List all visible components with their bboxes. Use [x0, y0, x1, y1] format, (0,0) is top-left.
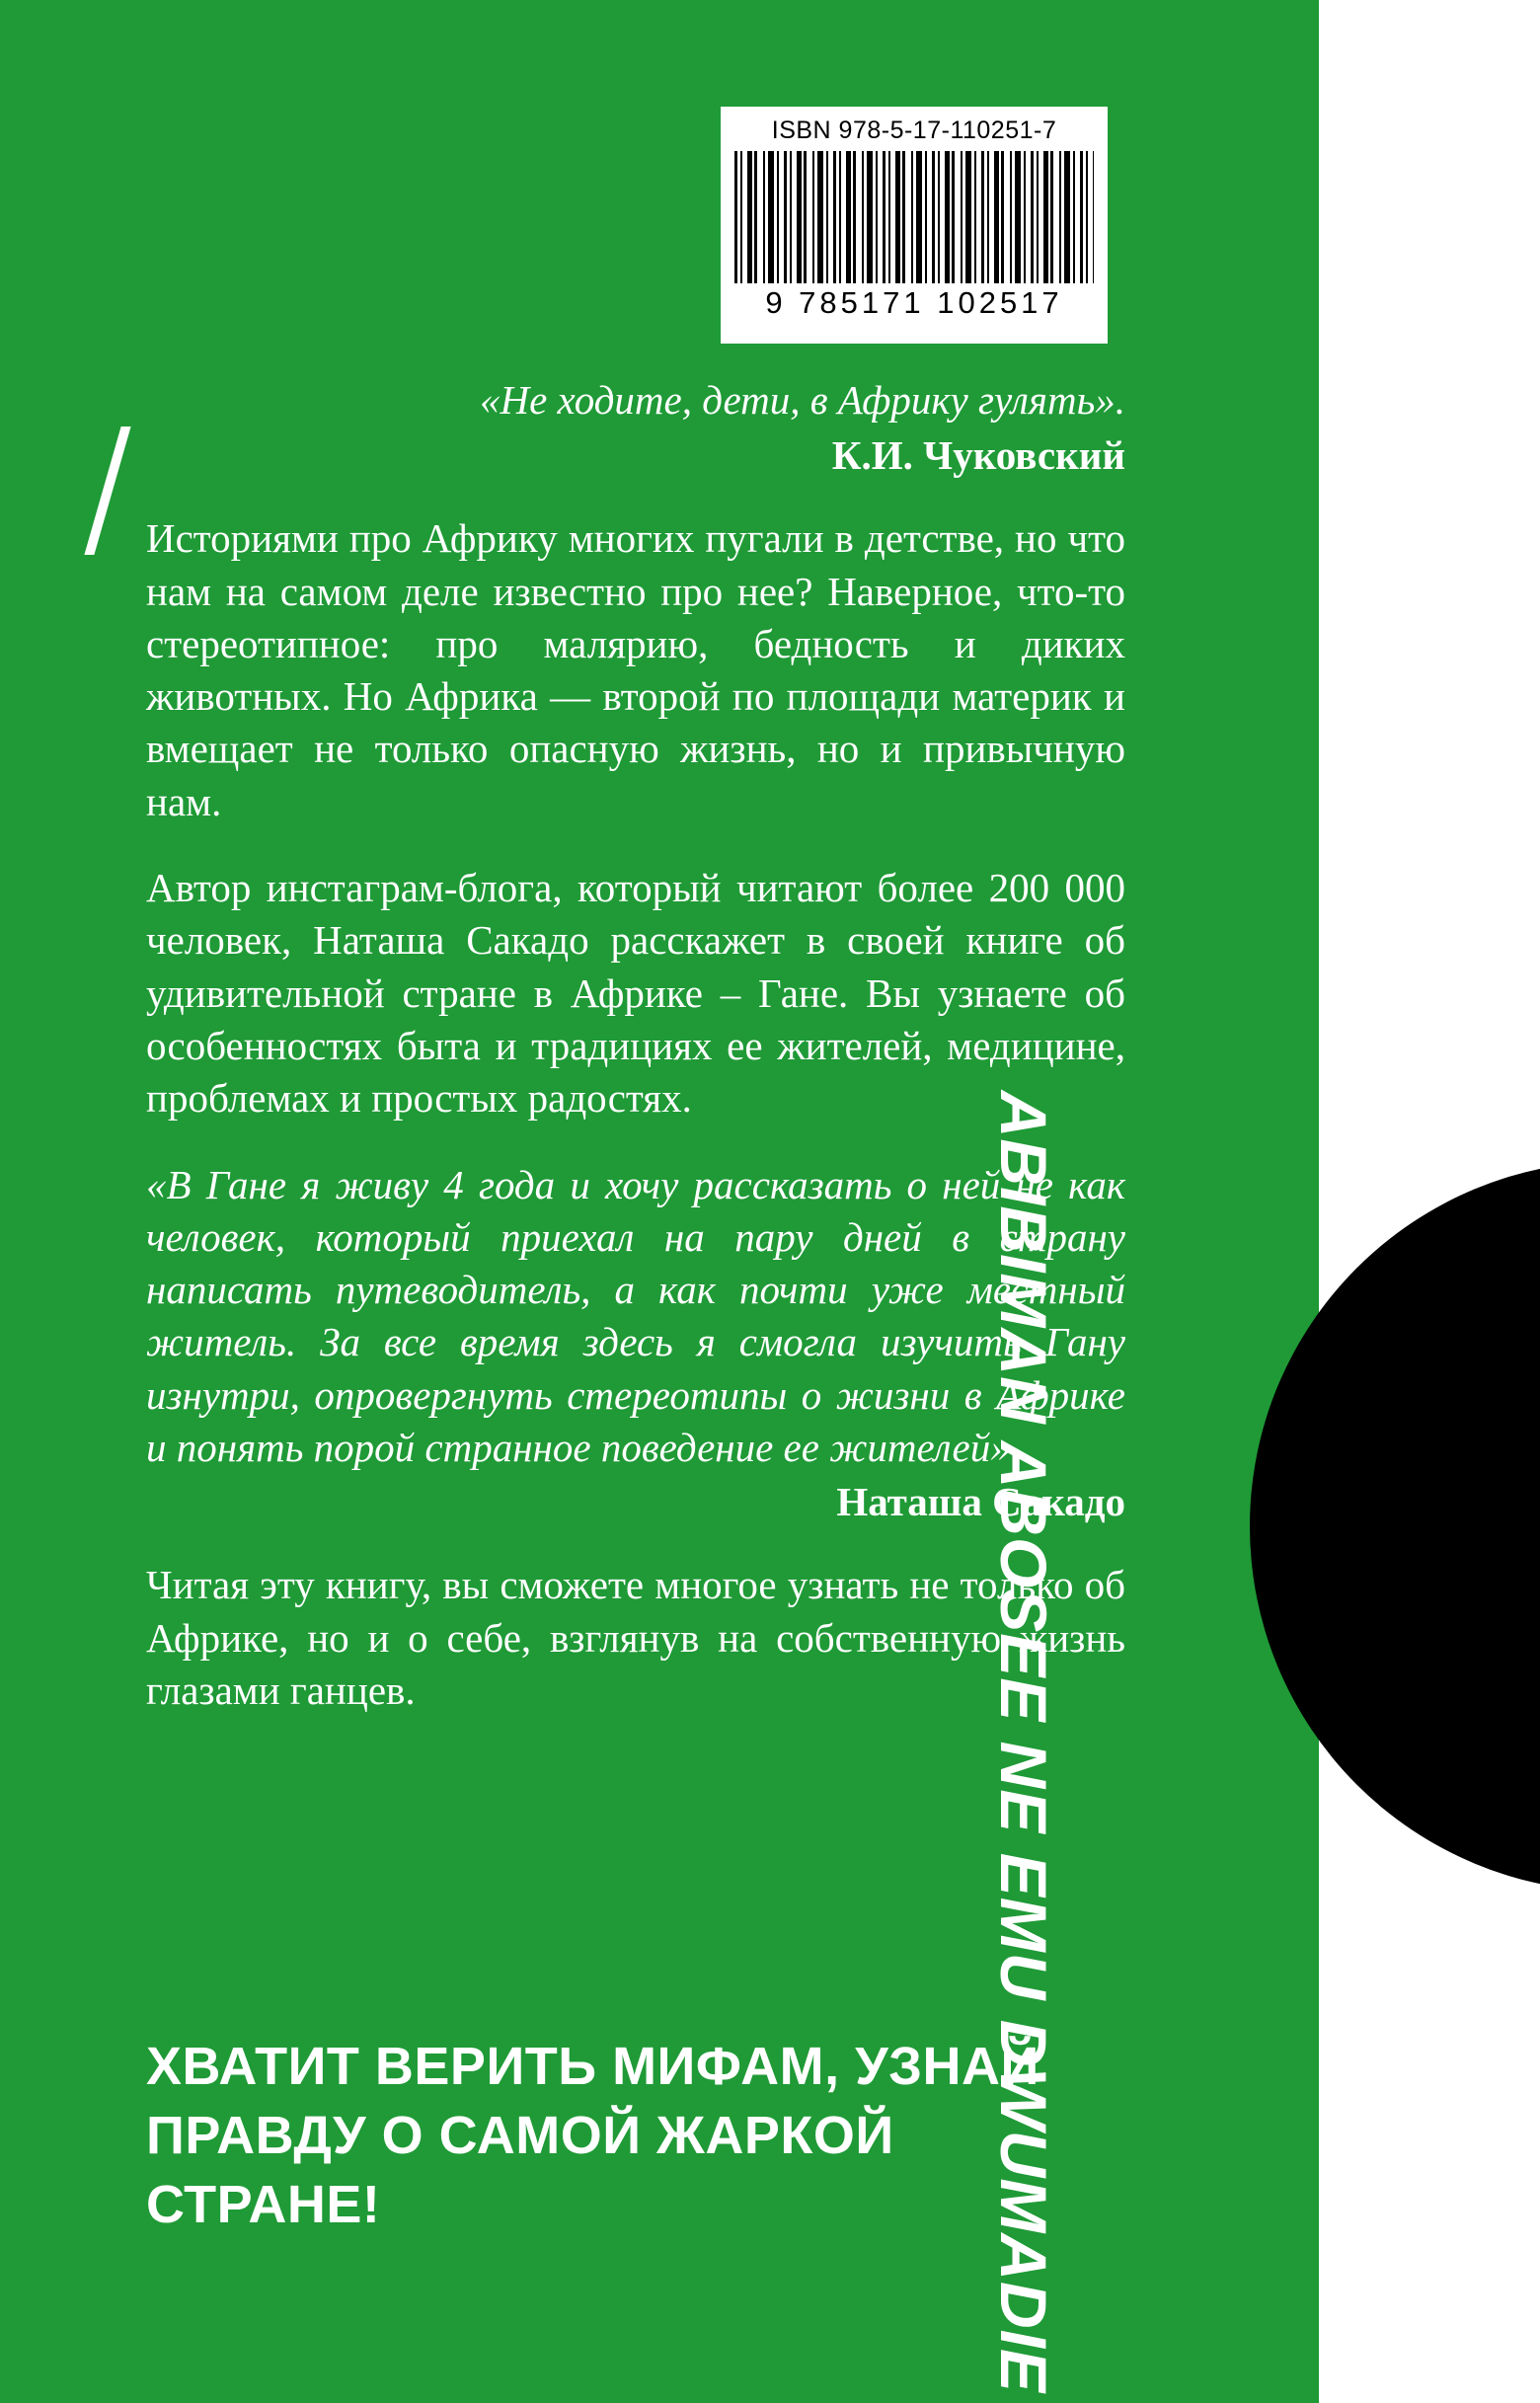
- blurb-closing-paragraph: Читая эту книгу, вы сможете многое узнать не только об Африке, но и о себе, взглянув на собственную жизнь глазами ганцев.: [146, 1562, 1125, 1713]
- blurb-paragraph-2: Автор инстаграм-блога, который читают более 200 000 человек, Наташа Сакадо расскажет в своей книге об удивительной стране в Африке – Гане. Вы узнаете об особенностях быта и традициях ее жителей, медицине, проблемах и простых радостях.: [146, 865, 1125, 1122]
- epigraph-author: К.И. Чуковский: [831, 432, 1125, 479]
- epigraph-text: «Не ходите, дети, в Африку гулять».: [480, 377, 1125, 423]
- author-quote-author: Наташа Сакадо: [836, 1479, 1125, 1525]
- edge-tick-mark: [1530, 1471, 1540, 1497]
- edge-tick-mark: [1530, 1807, 1540, 1832]
- blurb-content: [146, 375, 1125, 1717]
- barcode-digits: 9 785171 102517: [765, 285, 1063, 320]
- spine-title-text: ABIBIMAN ABOSEE NE EMU DWUMADIE: [987, 1090, 1060, 2393]
- blurb-paragraph-1: Историями про Африку многих пугали в детстве, но что нам на самом деле известно про нее? Наверное, что-то стереотипное: про малярию, бедность и диких животных. Но Африка — второй по площади материк и вмещает не только опасную жизнь, но и привычную нам.: [146, 515, 1125, 824]
- author-quote-text: «В Гане я живу 4 года и хочу рассказать о ней не как человек, который приехал на пару дней в страну написать путеводитель, а как почти уже местный житель. За все время здесь я смогла изучить Гану изнутри, опровергнуть стереотипы о жизни в Африке и понять порой странное поведение ее жителей».: [146, 1161, 1125, 1470]
- barcode-block: [721, 107, 1108, 344]
- cover-tagline: ХВАТИТ ВЕРИТЬ МИФАМ, УЗНАЙ ПРАВДУ О САМОЙ ЖАРКОЙ СТРАНЕ!: [146, 2037, 1040, 2235]
- barcode-bars-icon: [734, 151, 1094, 283]
- isbn-label: ISBN 978-5-17-110251-7: [771, 116, 1057, 144]
